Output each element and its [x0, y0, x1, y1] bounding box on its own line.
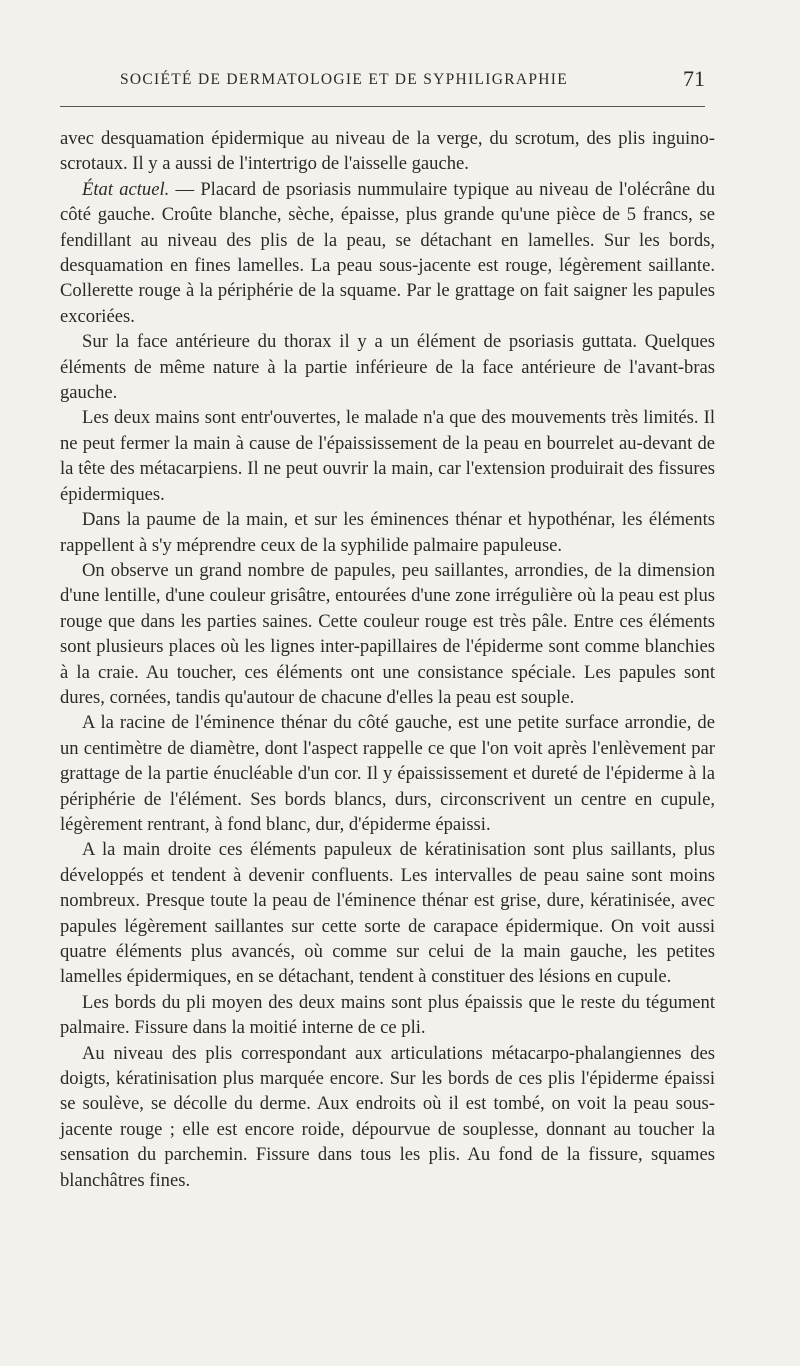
section-lead: État actuel. — [82, 178, 170, 200]
paragraph-9 — [60, 990, 715, 1041]
paragraph-text: Les bords du pli moyen des deux mains sont plus épaissis que le reste du tégument palmaire. Fissure dans la moitié interne de ce pli. — [60, 991, 715, 1039]
paragraph-text: A la racine de l'éminence thénar du côté gauche, est une petite surface arrondie, de un centimètre de diamètre, dont l'aspect rappelle ce que l'on voit après l'enlèvement par grattage de la partie énucléable d'un cor. Il y épaississement et dureté de l'épiderme à la périphérie de l'élément. Ses bords blancs, durs, circonscrivent un centre en cupule, légèrement rentrant, à fond blanc, dur, d'épiderme épaissi. — [60, 712, 715, 835]
paragraph-text: Les deux mains sont entr'ouvertes, le malade n'a que des mouvements très limités. Il ne peut fermer la main à cause de l'épaississement de la peau en bourrelet au-devant de la tête des métacarpiens. Il ne peut ouvrir la main, car l'extension produirait des fissures épidermiques. — [60, 407, 715, 505]
header-rule — [60, 106, 705, 107]
page-number: 71 — [683, 66, 705, 91]
paragraph-6 — [60, 558, 715, 710]
paragraph-10 — [60, 1041, 715, 1193]
page-header — [60, 66, 705, 96]
paragraph-4 — [60, 405, 715, 507]
paragraph-text: Dans la paume de la main, et sur les éminences thénar et hypothénar, les éléments rappellent à s'y méprendre ceux de la syphilide palmaire papuleuse. — [60, 509, 715, 556]
paragraph-2 — [60, 177, 715, 329]
paragraph-text: Au niveau des plis correspondant aux articulations métacarpo-phalangiennes des doigts, kératinisation plus marquée encore. Sur les bords de ces plis l'épiderme épaissi se soulève, se décolle du derme. Aux endroits où il est tombé, on voit la peau sous-jacente rouge ; elle est encore roide, dépourvue de souplesse, donnant au toucher la sensation du parchemin. Fissure dans tous les plis. Au fond de la fissure, squames blanchâtres fines. — [60, 1042, 715, 1191]
paragraph-text: avec desquamation épidermique au niveau de la verge, du scrotum, des plis inguino-scrotaux. Il y a aussi de l'intertrigo de l'aisselle gauche. — [60, 128, 715, 175]
paragraph-text: A la main droite ces éléments papuleux de kératinisation sont plus saillants, plus développés et tendent à devenir confluents. Les intervalles de peau saine sont moins nombreux. Presque toute la peau de l'éminence thénar est grise, dure, kératinisée, avec papules légèrement saillantes sur cette sorte de carapace épidermique. On voit aussi quatre éléments plus avancés, où comme sur celui de la main gauche, les petites lamelles épidermiques, en se détachant, tendent à constituer des lésions en cupule. — [60, 839, 715, 988]
paragraph-3 — [60, 329, 715, 405]
paragraph-1 — [60, 126, 715, 177]
paragraph-text: On observe un grand nombre de papules, peu saillantes, arrondies, de la dimension d'une lentille, d'une couleur grisâtre, entourées d'une zone irrégulière où la peau est plus rouge que dans les parties saines. Cette couleur rouge est très pâle. Entre ces éléments sont plusieurs places où les lignes inter-papillaires de l'épiderme sont comme blanchies à la craie. Au toucher, ces éléments ont une consistance spéciale. Les papules sont dures, cornées, tandis qu'autour de chacune d'elles la peau est souple. — [60, 559, 715, 708]
paragraph-text: Sur la face antérieure du thorax il y a un élément de psoriasis guttata. Quelques éléments de même nature à la partie inférieure de la face antérieure de l'avant-bras gauche. — [60, 331, 715, 404]
paragraph-7 — [60, 710, 715, 837]
running-head: SOCIÉTÉ DE DERMATOLOGIE ET DE SYPHILIGRAPHIE — [120, 71, 568, 88]
paragraph-8 — [60, 837, 715, 989]
paragraph-text: — Placard de psoriasis nummulaire typique au niveau de l'olécrâne du côté gauche. Croûte blanche, sèche, épaisse, plus grande qu'une pièce de 5 francs, se fendillant au niveau des plis de la peau, se détachant en lamelles. Sur les bords, desquamation en fines lamelles. La peau sous-jacente est rouge, légèrement saillante. Collerette rouge à la périphérie de la squame. Par le grattage on fait saigner les papules excoriées. — [60, 178, 716, 327]
body-text — [60, 126, 715, 1193]
paragraph-5 — [60, 507, 715, 558]
